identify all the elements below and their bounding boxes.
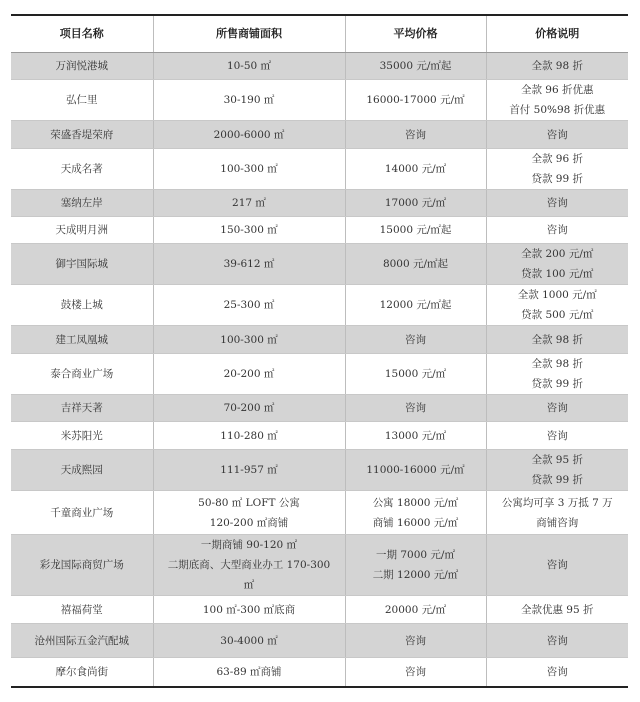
cell-area-line: 2000-6000 ㎡: [213, 128, 285, 141]
cell-note-line: 咨询: [546, 128, 568, 141]
cell-note-line: 全款优惠 95 折: [520, 603, 594, 616]
cell-price: [345, 190, 486, 217]
cell-price-line: 一期 7000 元/㎡: [376, 549, 455, 561]
cell-price: [345, 596, 486, 624]
cell-price: [345, 53, 486, 80]
header-area: 所售商铺面积: [153, 16, 345, 53]
table-row: [11, 285, 628, 326]
cell-note: [486, 354, 628, 395]
cell-note-line: 全款 1000 元/㎡: [517, 289, 597, 301]
cell-price-line: 12000 元/㎡起: [379, 299, 452, 311]
price-table-container: [11, 14, 628, 688]
table-row: [11, 53, 628, 80]
cell-project-name: 禧福荷堂: [11, 596, 153, 624]
cell-price: [345, 149, 486, 190]
cell-note: [486, 395, 628, 422]
table-row: [11, 354, 628, 395]
cell-note-line: 全款 98 折: [531, 333, 584, 346]
cell-price-line: 二期 12000 元/㎡: [372, 569, 459, 581]
cell-area-line: 30-4000 ㎡: [220, 634, 278, 647]
cell-price-line: 咨询: [405, 665, 426, 678]
cell-area-line: ㎡: [243, 579, 255, 591]
cell-note: [486, 450, 628, 491]
cell-area-line: 39-612 ㎡: [223, 258, 275, 270]
cell-note-line: 咨询: [546, 559, 568, 571]
cell-project-name: 泰合商业广场: [11, 354, 153, 395]
cell-area-line: 25-300 ㎡: [223, 299, 275, 311]
cell-price: [345, 121, 486, 149]
table-row: [11, 535, 628, 596]
table-row: [11, 658, 628, 686]
header-avg-price: 平均价格: [345, 16, 486, 53]
cell-price: [345, 244, 486, 285]
cell-price-line: 15000 元/㎡: [384, 368, 447, 380]
cell-area-line: 100-300 ㎡: [220, 333, 278, 346]
table-row: [11, 217, 628, 244]
cell-note-line: 全款 200 元/㎡: [521, 248, 594, 260]
cell-note-line: 全款 96 折优惠: [520, 84, 594, 96]
cell-area: [153, 53, 345, 80]
cell-area-line: 63-89 ㎡商铺: [216, 665, 282, 678]
cell-price: [345, 450, 486, 491]
cell-project-name: 千童商业广场: [11, 491, 153, 535]
cell-area: [153, 535, 345, 596]
cell-note-line: 全款 98 折: [531, 358, 584, 370]
cell-note: [486, 535, 628, 596]
cell-note: [486, 217, 628, 244]
table-row: [11, 244, 628, 285]
cell-price-line: 16000-17000 元/㎡: [366, 94, 465, 106]
cell-project-name: 塞纳左岸: [11, 190, 153, 217]
cell-note-line: 全款 98 折: [531, 60, 584, 72]
cell-price: [345, 395, 486, 422]
cell-note: [486, 190, 628, 217]
cell-price-line: 17000 元/㎡: [384, 197, 447, 209]
cell-note: [486, 149, 628, 190]
cell-price: [345, 217, 486, 244]
cell-price-line: 咨询: [405, 128, 426, 141]
cell-area-line: 110-280 ㎡: [220, 429, 278, 442]
table-row: [11, 80, 628, 121]
cell-area: [153, 121, 345, 149]
table-row: [11, 326, 628, 354]
cell-area-line: 100 ㎡-300 ㎡底商: [202, 603, 296, 616]
cell-price-line: 15000 元/㎡起: [379, 224, 452, 236]
cell-area: [153, 326, 345, 354]
cell-area: [153, 354, 345, 395]
table-row: [11, 624, 628, 658]
cell-project-name: 御宇国际城: [11, 244, 153, 285]
cell-price: [345, 422, 486, 450]
cell-price: [345, 326, 486, 354]
cell-area: [153, 217, 345, 244]
cell-price: [345, 354, 486, 395]
cell-price-line: 20000 元/㎡: [384, 603, 447, 616]
cell-price: [345, 80, 486, 121]
cell-project-name: 摩尔食尚街: [11, 658, 153, 686]
cell-note-line: 贷款 99 折: [531, 378, 584, 390]
cell-price-line: 13000 元/㎡: [384, 429, 447, 442]
cell-area: [153, 149, 345, 190]
table-row: [11, 491, 628, 535]
cell-note-line: 贷款 99 折: [531, 173, 584, 185]
cell-price-line: 14000 元/㎡: [384, 163, 447, 175]
cell-price: [345, 658, 486, 686]
cell-note-line: 咨询: [546, 224, 568, 236]
cell-project-name: 荣盛香堤荣府: [11, 121, 153, 149]
cell-area-line: 50-80 ㎡ LOFT 公寓: [198, 496, 300, 509]
cell-note: [486, 658, 628, 686]
cell-price-line: 商铺 16000 元/㎡: [372, 516, 459, 529]
cell-note-line: 贷款 500 元/㎡: [521, 309, 594, 321]
cell-note-line: 贷款 100 元/㎡: [521, 268, 594, 280]
cell-price: [345, 535, 486, 596]
cell-project-name: 吉祥天著: [11, 395, 153, 422]
cell-note: [486, 596, 628, 624]
cell-price: [345, 624, 486, 658]
cell-area-line: 100-300 ㎡: [220, 163, 278, 175]
cell-note-line: 咨询: [546, 429, 568, 442]
cell-area-line: 120-200 ㎡商铺: [209, 516, 289, 529]
cell-note-line: 公寓均可享 3 万抵 7 万: [501, 496, 613, 509]
cell-note-line: 咨询: [546, 402, 568, 414]
cell-price: [345, 491, 486, 535]
table-row: [11, 596, 628, 624]
cell-note-line: 咨询: [546, 665, 568, 678]
cell-note: [486, 121, 628, 149]
cell-note: [486, 53, 628, 80]
cell-price-line: 咨询: [405, 402, 426, 414]
cell-area-line: 二期底商、大型商业办工 170-300: [167, 559, 331, 571]
cell-area-line: 217 ㎡: [232, 197, 266, 209]
cell-note: [486, 326, 628, 354]
cell-project-name: 天成名著: [11, 149, 153, 190]
table-row: [11, 395, 628, 422]
cell-note-line: 咨询: [546, 634, 568, 647]
cell-price: [345, 285, 486, 326]
cell-note-line: 咨询: [546, 197, 568, 209]
cell-area: [153, 658, 345, 686]
cell-note-line: 商铺咨询: [536, 516, 579, 529]
cell-note-line: 全款 96 折: [531, 153, 584, 165]
cell-area-line: 一期商铺 90-120 ㎡: [200, 539, 298, 551]
cell-project-name: 万润悦港城: [11, 53, 153, 80]
cell-area-line: 30-190 ㎡: [223, 94, 275, 106]
cell-note: [486, 624, 628, 658]
cell-area: [153, 624, 345, 658]
header-project-name: 项目名称: [11, 16, 153, 53]
cell-area-line: 10-50 ㎡: [226, 60, 272, 72]
cell-area: [153, 190, 345, 217]
table-header-row: [11, 16, 628, 53]
cell-area: [153, 285, 345, 326]
table-row: [11, 190, 628, 217]
cell-price-line: 咨询: [405, 333, 426, 346]
cell-note-line: 首付 50%98 折优惠: [509, 104, 606, 116]
cell-project-name: 彩龙国际商贸广场: [11, 535, 153, 596]
cell-area-line: 111-957 ㎡: [220, 464, 278, 476]
cell-project-name: 天成熙园: [11, 450, 153, 491]
cell-area: [153, 450, 345, 491]
cell-note-line: 贷款 99 折: [531, 474, 584, 486]
price-table: [11, 16, 628, 686]
cell-note: [486, 285, 628, 326]
cell-project-name: 米苏阳光: [11, 422, 153, 450]
cell-area: [153, 422, 345, 450]
cell-area: [153, 596, 345, 624]
table-row: [11, 149, 628, 190]
cell-note: [486, 491, 628, 535]
cell-area: [153, 395, 345, 422]
cell-project-name: 天成明月洲: [11, 217, 153, 244]
cell-note-line: 全款 95 折: [531, 454, 584, 466]
cell-project-name: 沧州国际五金汽配城: [11, 624, 153, 658]
cell-price-line: 8000 元/㎡起: [382, 258, 449, 270]
cell-area-line: 20-200 ㎡: [223, 368, 275, 380]
cell-project-name: 弘仁里: [11, 80, 153, 121]
cell-price-line: 公寓 18000 元/㎡: [372, 496, 459, 509]
cell-price-line: 35000 元/㎡起: [379, 60, 452, 72]
cell-area-line: 70-200 ㎡: [223, 402, 275, 414]
cell-area: [153, 244, 345, 285]
cell-project-name: 鼓楼上城: [11, 285, 153, 326]
cell-project-name: 建工凤凰城: [11, 326, 153, 354]
cell-note: [486, 244, 628, 285]
table-row: [11, 450, 628, 491]
cell-note: [486, 80, 628, 121]
table-row: [11, 121, 628, 149]
table-row: [11, 422, 628, 450]
table-body: [11, 53, 628, 686]
header-price-note: 价格说明: [486, 16, 628, 53]
cell-price-line: 咨询: [405, 634, 426, 647]
cell-note: [486, 422, 628, 450]
cell-area-line: 150-300 ㎡: [220, 224, 278, 236]
cell-area: [153, 80, 345, 121]
cell-price-line: 11000-16000 元/㎡: [366, 464, 465, 476]
cell-area: [153, 491, 345, 535]
